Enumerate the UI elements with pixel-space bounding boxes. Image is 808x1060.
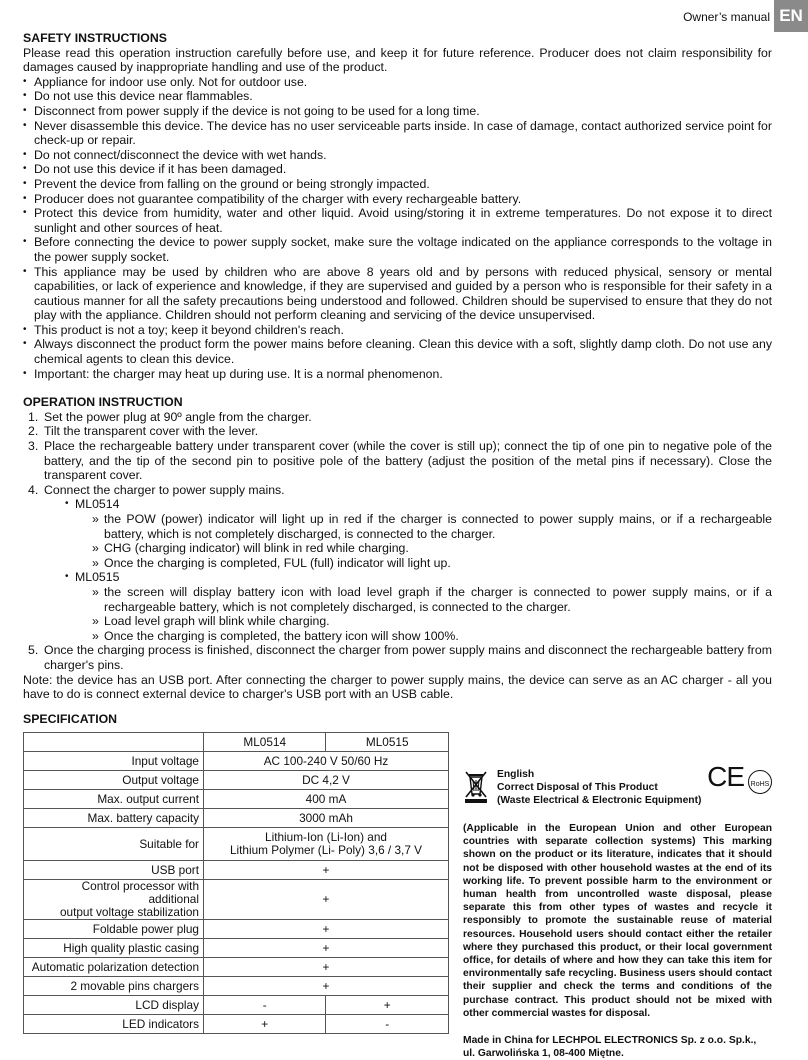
step-item — [23, 643, 772, 672]
table-row — [24, 752, 449, 771]
row-label: Max. battery capacity — [24, 809, 204, 828]
manufacturer-info — [463, 1034, 772, 1060]
step-item — [23, 424, 772, 439]
row-value: + — [204, 880, 449, 920]
column-header: ML0515 — [326, 733, 449, 752]
step-text: Once the charging process is finished, disconnect the charger from power supply mains and disconnect the rechargeable battery from charger's pins. — [44, 643, 772, 672]
disposal-section — [463, 761, 772, 1060]
row-value: + — [204, 958, 449, 977]
step-number: 2. — [28, 424, 39, 439]
disposal-body: (Applicable in the European Union and other European countries with separate collection systems) This marking shown on the product or its literature, indicates that it should not be disposed with other household wastes at the end of its working life. To prevent possible harm to the environment or human health from uncontrolled waste disposal, please separate this from other types of wastes and recycle it responsibly to promote the sustainable reuse of material resources. Household users should contact either the retailer where they purchased this product, or their local government office, for details of where and how they can take this item for environmentally safe recycling. Business users should contact their supplier and check the terms and conditions of the purchase contract. This product should not be mixed with other commercial wastes for disposal. — [463, 823, 772, 1019]
table-row — [24, 958, 449, 977]
safety-title: SAFETY INSTRUCTIONS — [23, 31, 167, 45]
model-list — [44, 497, 772, 643]
step-text: Tilt the transparent cover with the lever. — [44, 424, 259, 439]
row-label: High quality plastic casing — [24, 939, 204, 958]
row-value: + — [204, 920, 449, 939]
model-sub-list — [75, 512, 772, 570]
list-item: » Once the charging is completed, FUL (full) indicator will light up. — [92, 556, 772, 571]
content — [23, 31, 772, 702]
list-item: » CHG (charging indicator) will blink in red while charging. — [92, 541, 772, 556]
row-label — [24, 880, 204, 920]
row-value: + — [204, 939, 449, 958]
row-value-line: Lithium Polymer (Li- Poly) 3,6 / 3,7 V — [229, 843, 423, 857]
row-value-line: Lithium-Ion (Li-Ion) and — [265, 830, 387, 844]
row-value: + — [204, 1015, 326, 1034]
table-row — [24, 939, 449, 958]
row-label: Foldable power plug — [24, 920, 204, 939]
manufacturer-line: Made in China for LECHPOL ELECTRONICS Sp. z o.o. Sp.k., — [463, 1035, 757, 1047]
row-value: - — [326, 1015, 449, 1034]
usb-note: Note: the device has an USB port. After connecting the charger to power supply mains, the device can serve as an AC charger - all you have to do is connect external device to charger's USB port with an USB cable. — [23, 672, 772, 702]
disposal-title-line: (Waste Electrical & Electronic Equipment) — [497, 795, 702, 806]
list-item: • Prevent the device from falling on the ground or being strongly impacted. — [23, 177, 772, 192]
step-text: Connect the charger to power supply mains. — [44, 482, 285, 497]
disposal-title — [497, 768, 701, 807]
row-label: LCD display — [24, 996, 204, 1015]
model-item — [54, 497, 772, 570]
table-row — [24, 828, 449, 861]
step-text: Place the rechargeable battery under transparent cover (while the cover is still up); connect the tip of one pin to negative pole of the battery, and the tip of the second pin to positive pole of the battery (adjust the position of the metal pins if necessary). Close the transparent cover. — [44, 439, 772, 483]
model-name: • ML0514 — [75, 497, 119, 511]
operation-title: OPERATION INSTRUCTION — [23, 395, 183, 410]
table-row — [24, 1015, 449, 1034]
row-label: USB port — [24, 861, 204, 880]
list-item: • Important: the charger may heat up during use. It is a normal phenomenon. — [23, 367, 772, 382]
row-label: LED indicators — [24, 1015, 204, 1034]
step-number: 1. — [28, 409, 39, 424]
list-item: » the screen will display battery icon with load level graph if the charger is connected to power supply mains, or if a rechargeable battery, which is not completely discharged, is connected to the charger. — [92, 585, 772, 614]
row-label: Automatic polarization detection — [24, 958, 204, 977]
row-value: DC 4,2 V — [204, 771, 449, 790]
crossed-bin-icon — [463, 770, 489, 804]
list-item: » Once the charging is completed, the battery icon will show 100%. — [92, 629, 772, 644]
row-label-line: output voltage stabilization — [59, 905, 199, 919]
model-item — [54, 570, 772, 643]
list-item: • Protect this device from humidity, water and other liquid. Avoid using/storing it in extreme temperatures. Do not expose it to direct sunlight and other sources of heat. — [23, 206, 772, 235]
list-item: • Do not use this device near flammables. — [23, 89, 772, 104]
row-value: 3000 mAh — [204, 809, 449, 828]
disposal-header — [463, 761, 772, 810]
list-item: • Before connecting the device to power supply socket, make sure the voltage indicated on the appliance corresponds to the voltage in the power supply socket. — [23, 235, 772, 264]
row-value — [204, 828, 449, 861]
operation-steps — [23, 410, 772, 673]
rohs-icon: RoHS — [748, 770, 772, 794]
list-item: • Do not connect/disconnect the device with wet hands. — [23, 148, 772, 163]
list-item: • Appliance for indoor use only. Not for outdoor use. — [23, 75, 772, 90]
list-item: » the POW (power) indicator will light up in red if the charger is connected to power supply mains, or if a rechargeable battery, which is not completely discharged, is connected to the charger. — [92, 512, 772, 541]
table-row — [24, 880, 449, 920]
row-value: + — [204, 861, 449, 880]
table-row — [24, 977, 449, 996]
step-number: 3. — [28, 439, 39, 454]
spec-table — [23, 732, 449, 1034]
row-value: + — [204, 977, 449, 996]
row-value: AC 100-240 V 50/60 Hz — [204, 752, 449, 771]
list-item: • This product is not a toy; keep it beyond children's reach. — [23, 323, 772, 338]
column-header: ML0514 — [204, 733, 326, 752]
step-item — [23, 439, 772, 483]
table-row — [24, 733, 449, 752]
safety-list — [23, 75, 772, 381]
table-row — [24, 996, 449, 1015]
manufacturer-line: ul. Garwolińska 1, 08-400 Miętne. — [463, 1048, 624, 1060]
row-value: + — [326, 996, 449, 1015]
row-label: Suitable for — [24, 828, 204, 861]
step-item — [23, 410, 772, 425]
safety-intro: Please read this operation instruction carefully before use, and keep it for future reference. Producer does not claim responsibility for damages caused by inappropriate handling and use of the product. — [23, 45, 772, 75]
row-label: Max. output current — [24, 790, 204, 809]
row-value: - — [204, 996, 326, 1015]
step-item — [23, 483, 772, 644]
model-name: • ML0515 — [75, 570, 119, 584]
row-label: 2 movable pins chargers — [24, 977, 204, 996]
list-item: » Load level graph will blink while charging. — [92, 614, 772, 629]
list-item: • Always disconnect the product form the power mains before cleaning. Clean this device with a soft, slightly damp cloth. Do not use any chemical agents to clean this device. — [23, 337, 772, 366]
row-label: Input voltage — [24, 752, 204, 771]
language-badge: EN — [774, 0, 808, 32]
row-label-line: Control processor with additional — [81, 879, 199, 906]
table-row — [24, 809, 449, 828]
ce-mark-icon: CE — [707, 761, 744, 792]
model-sub-list — [75, 585, 772, 643]
list-item: • Do not use this device if it has been damaged. — [23, 162, 772, 177]
row-label: Output voltage — [24, 771, 204, 790]
list-item: • This appliance may be used by children who are above 8 years old and by persons with reduced physical, sensory or mental capabilities, or lack of experience and knowledge, if they are supervised and guided by a person who is responsible for their safety in a cautious manner for all the safety precautions being understood and followed. Children should be supervised to ensure that they do not play with the appliance. Children should not perform cleaning and servicing of the device unsupervised. — [23, 265, 772, 323]
table-row — [24, 861, 449, 880]
step-number: 5. — [28, 643, 39, 658]
table-row — [24, 790, 449, 809]
list-item: • Never disassemble this device. The device has no user serviceable parts inside. In case of damage, contact authorized service point for check-up or repair. — [23, 119, 772, 148]
spec-title: SPECIFICATION — [23, 712, 118, 726]
disposal-lang: English — [497, 769, 535, 780]
list-item: • Disconnect from power supply if the device is not going to be used for a long time. — [23, 104, 772, 119]
step-number: 4. — [28, 482, 39, 497]
step-text: Set the power plug at 90º angle from the charger. — [44, 409, 312, 424]
disposal-title-line: Correct Disposal of This Product — [497, 782, 658, 793]
table-row — [24, 771, 449, 790]
manual-label: Owner’s manual — [683, 10, 770, 24]
table-row — [24, 920, 449, 939]
list-item: • Producer does not guarantee compatibility of the charger with every rechargeable battery. — [23, 192, 772, 207]
row-value: 400 mA — [204, 790, 449, 809]
table-cell — [24, 733, 204, 752]
